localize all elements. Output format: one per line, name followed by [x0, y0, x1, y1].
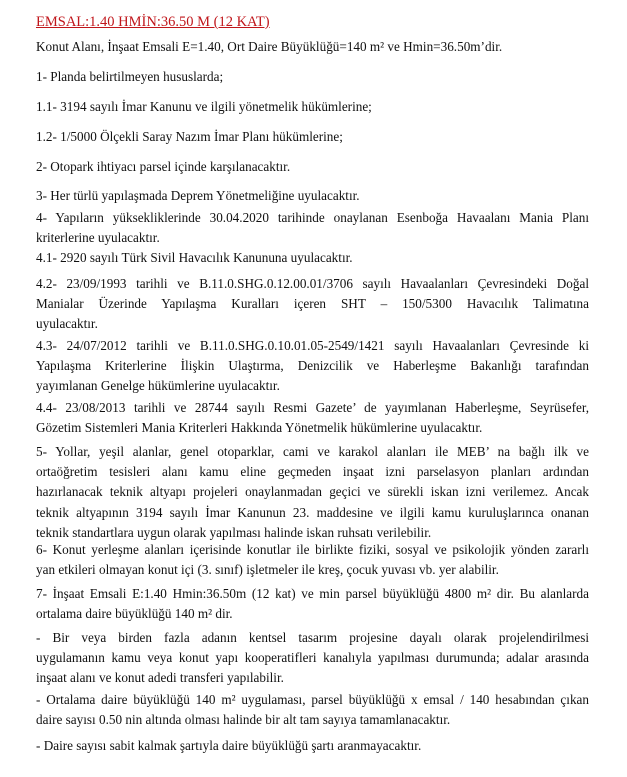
- clause-7-average-line: daire sayısı 0.50 nin altında olması halinde bir alt tam sayıya tamamlanacaktır.: [36, 712, 451, 728]
- clause-4-1: 4.1- 2920 sayılı Türk Sivil Havacılık Kanununa uyulacaktır.: [36, 250, 353, 265]
- clause-7-transfer-line: inşaat alanı ve konut adedi transferi yapılabilir.: [36, 670, 284, 686]
- clause-4-2: [36, 274, 589, 335]
- clause-7-line: 7- İnşaat Emsali E:1.40 Hmin:36.50m (12 kat) ve min parsel büyüklüğü 4800 m² dir. Bu alanlarda: [36, 586, 589, 601]
- clause-7-transfer-line: - Bir veya birden fazla adanın kentsel tasarım projesine dayalı olarak projelendirilmesi: [36, 630, 589, 645]
- clause-5-line: ortaöğretim tesisleri alanı kamu eline geçmeden inşaat izni parselasyon planları ardından: [36, 464, 589, 480]
- intro-paragraph: Konut Alanı, İnşaat Emsali E=1.40, Ort Daire Büyüklüğü=140 m² ve Hmin=36.50m’dir.: [36, 39, 503, 54]
- clause-7-fixed: - Daire sayısı sabit kalmak şartıyla daire büyüklüğü şartı aranmayacaktır.: [36, 738, 422, 753]
- clause-4-3-line: Yapılaşma Kriterlerine İlişkin Ulaştırma, Denizcilik ve Haberleşme Bakanlığı tarafından: [36, 358, 589, 374]
- clause-7-average: [36, 690, 589, 730]
- clause-5-line: teknik altyapının 3194 sayılı İmar Kanunun 23. maddesine ve ilgili kamu kuruluşlarınca onanan: [36, 504, 589, 520]
- document-heading: EMSAL:1.40 HMİN:36.50 M (12 KAT): [36, 14, 270, 30]
- clause-7-transfer-line: uygulamanın kamu veya konut yapı kooperatifleri kanalıyla yapılması durumunda; adalar arasında: [36, 650, 589, 666]
- clause-4-2-line: 4.2- 23/09/1993 tarihli ve B.11.0.SHG.0.12.00.01/3706 sayılı Havaalanları Çevresindeki Doğal: [36, 276, 589, 291]
- clause-4-2-line: Manialar Üzerinde Yapılaşma Kuralları içeren SHT – 150/5300 Havacılık Talimatına: [36, 296, 589, 312]
- clause-6-line: 6- Konut yerleşme alanları içerisinde konutlar ile birlikte fiziki, sosyal ve psikolojik yönden zararlı: [36, 542, 589, 557]
- clause-7-transfer: [36, 628, 589, 689]
- clause-4-line: 4- Yapıların yüksekliklerinde 30.04.2020 tarihinde onaylanan Esenboğa Havaalanı Mania Planı: [36, 210, 589, 225]
- clause-4-4-line: Gözetim Sistemleri Mania Kriterleri Hakkında Yönetmelik hükümlerine uyulacaktır.: [36, 420, 483, 436]
- clause-4-2-line: uyulacaktır.: [36, 316, 98, 332]
- clause-5: [36, 442, 589, 543]
- clause-1: 1- Planda belirtilmeyen hususlarda;: [36, 69, 224, 84]
- clause-3: 3- Her türlü yapılaşmada Deprem Yönetmeliğine uyulacaktır.: [36, 188, 360, 203]
- clause-1-1: 1.1- 3194 sayılı İmar Kanunu ve ilgili yönetmelik hükümlerine;: [36, 99, 372, 114]
- clause-4-3-line: 4.3- 24/07/2012 tarihli ve B.11.0.SHG.0.10.01.05-2549/1421 sayılı Havaalanları Çevresinde ki: [36, 338, 589, 353]
- clause-6-line: yan etkileri olmayan konut içi (3. sınıf) işletmeler ile kreş, çocuk yuvası vb. yer alabilir.: [36, 562, 499, 578]
- clause-4: [36, 208, 589, 248]
- clause-1-2: 1.2- 1/5000 Ölçekli Saray Nazım İmar Planı hükümlerine;: [36, 129, 343, 144]
- clause-5-line: teknik standartlara uygun olarak yapılması halinde iskan ruhsatı verilebilir.: [36, 524, 432, 540]
- clause-4-3: [36, 336, 589, 397]
- clause-5-line: 5- Yollar, yeşil alanlar, genel otoparklar, cami ve karakol alanları ile MEB’ na bağlı ilk ve: [36, 444, 589, 459]
- clause-5-line: hazırlanacak teknik altyapı projeleri onaylanmadan geçici ve sürekli iskan izni verilemez. Ancak: [36, 484, 589, 500]
- clause-7-line: ortalama daire büyüklüğü 140 m² dir.: [36, 606, 233, 622]
- clause-4-line: kriterlerine uyulacaktır.: [36, 230, 160, 246]
- clause-6: [36, 540, 589, 580]
- clause-4-4-line: 4.4- 23/08/2013 tarihli ve 28744 sayılı Resmi Gazete’ de yayımlanan Haberleşme, Seyrüsefer,: [36, 400, 589, 415]
- clause-7: [36, 584, 589, 624]
- clause-4-3-line: yayımlanan Genelge hükümlerine uyulacaktır.: [36, 378, 280, 394]
- clause-7-average-line: - Ortalama daire büyüklüğü 140 m² uygulaması, parsel büyüklüğü x emsal / 140 hesabından çıkan: [36, 692, 589, 707]
- clause-2: 2- Otopark ihtiyacı parsel içinde karşılanacaktır.: [36, 159, 291, 174]
- clause-4-4: [36, 398, 589, 438]
